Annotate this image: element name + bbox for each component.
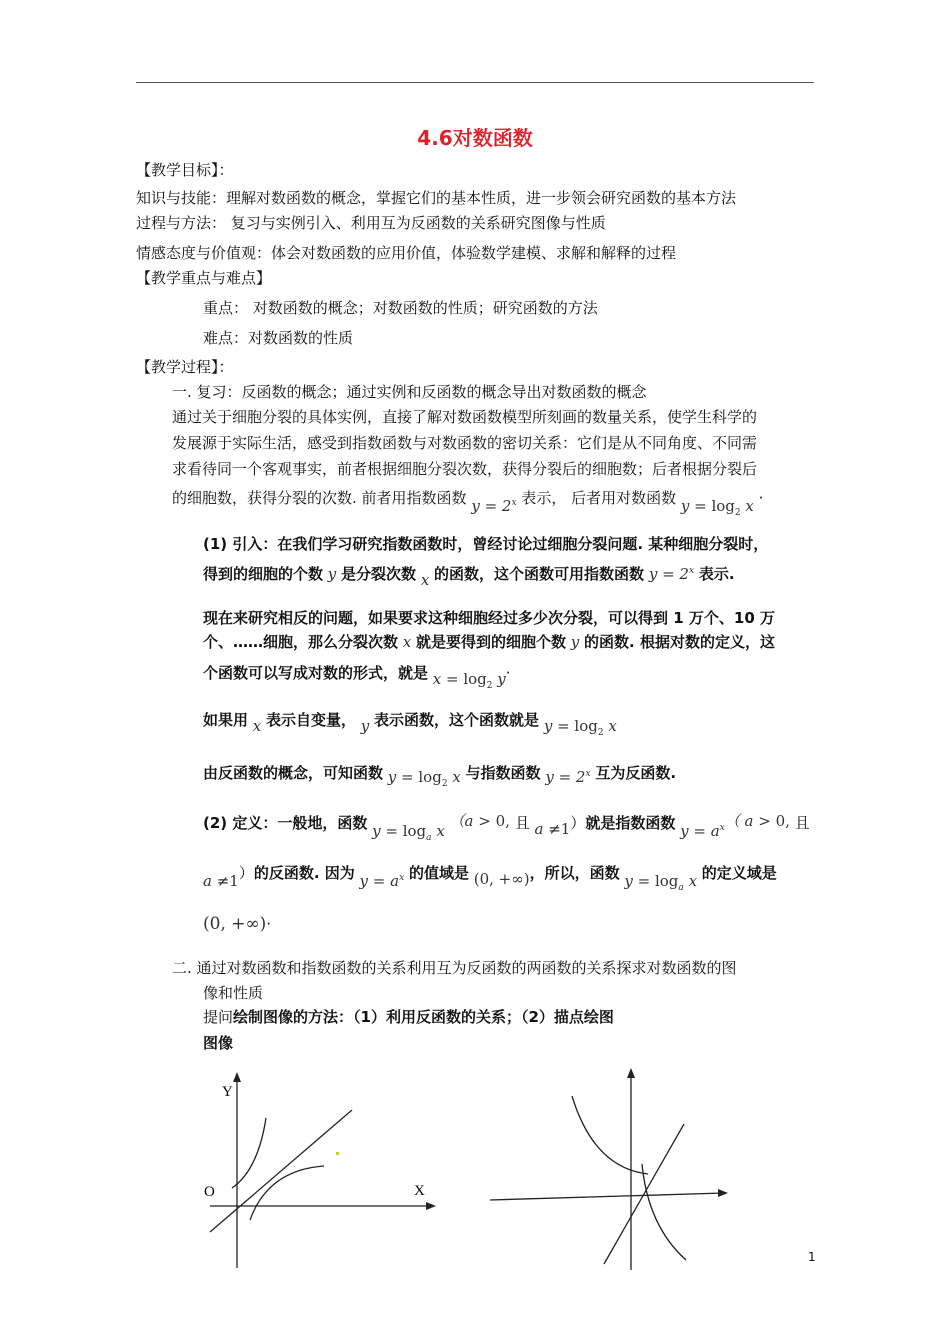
part1-text-line: 通过关于细胞分裂的具体实例，直接了解对数函数模型所刻画的数量关系，使学生科学的 [172,408,758,426]
intro-line: 如果用 x 表示自变量， y 表示函数，这个函数就是 $y = \log_2 x$ [203,711,617,738]
intro-line: (1) 引入：在我们学习研究指数函数时，曾经讨论过细胞分裂问题. 某种细胞分裂时， [203,535,769,553]
x-axis-arrow [718,1189,728,1197]
y-axis-arrow [627,1068,635,1078]
key-point: 重点： 对数函数的概念；对数函数的性质；研究函数的方法 [203,299,598,317]
logarithm-curve [250,1166,324,1220]
x-axis [490,1193,724,1200]
line-y-equals-x [210,1110,352,1232]
intro-line: 由反函数的概念，可知函数 $y = \log_2 x$ 与指数函数 $y = 2^x$ 互为反函数. [203,764,677,789]
y-axis-arrow [233,1072,241,1082]
goal-process: 过程与方法： 复习与实例引入、利用互为反函数的关系研究图像与性质 [136,214,606,232]
page-title: 4.6对数函数 [417,126,533,150]
decreasing-exponential-curve [572,1096,648,1174]
intro-line: 得到的细胞的个数 y 是分裂次数 x 的函数，这个函数可用指数函数 $y = 2^x$ 表示. [203,565,735,589]
part1-text-line: 发展源于实际生活，感受到指数函数与对数函数的密切关系：它们是从不同角度、不同需 [172,434,758,452]
question-line: 提问绘制图像的方法：（1）利用反函数的关系；（2）描点绘图 [203,1008,614,1026]
page-number: 1 [808,1250,816,1264]
part2-heading: 二. 通过对数函数和指数函数的关系利用互为反函数的两函数的关系探求对数函数的图 [172,959,737,977]
part1-text-line: 求看待同一个客观事实，前者根据细胞分裂次数，获得分裂后的细胞数；后者根据分裂后 [172,460,758,478]
part2-heading: 像和性质 [203,984,264,1002]
goal-knowledge: 知识与技能：理解对数函数的概念，掌握它们的基本性质，进一步领会研究函数的基本方法 [136,189,737,207]
decreasing-function-graph [488,1064,730,1274]
part1-heading: 一. 复习：反函数的概念；通过实例和反函数的概念导出对数函数的概念 [172,383,647,401]
inverse-function-graph [200,1070,440,1270]
key-heading: 【教学重点与难点】 [136,269,272,287]
definition-line: (2) 定义：一般地，函数 $y = \log_a x$ （a > 0, 且 a ≠1）就是指数函数 $y = a^x$（ a > 0, 且 [203,812,810,843]
goal-attitude: 情感态度与价值观：体会对数函数的应用价值，体验数学建模、求解和解释的过程 [136,244,677,262]
graph-caption: 图像 [203,1034,234,1052]
intro-line: 个函数可以写成对数的形式，就是 $x = \log_2 y\cdot$ [203,664,511,691]
origin-label: O [204,1184,215,1200]
intro-line: 个、……细胞，那么分裂次数 x 就是要得到的细胞个数 y 的函数. 根据对数的定义，这 [203,633,775,651]
process-heading: 【教学过程】： [136,358,234,376]
x-axis-arrow [426,1202,436,1210]
definition-line: a ≠1）的反函数. 因为 $y = a^x$ 的值域是 (0, +∞)，所以，函数 $y = \log_a x$ 的定义域是 [203,864,777,893]
x-axis-label: X [414,1183,425,1199]
decreasing-logarithm-curve [642,1164,686,1260]
stray-mark [336,1152,339,1155]
definition-domain: (0, +∞)· [203,914,272,934]
header-rule [136,82,814,83]
y-axis-label: Y [222,1084,233,1100]
part1-text-line: 的细胞数，获得分裂的次数. 前者用指数函数 $y = 2^x$ 表示， 后者用对数函数 $y = \log_2 x$ · [172,489,764,518]
intro-line: 现在来研究相反的问题，如果要求这种细胞经过多少次分裂，可以得到 1 万个、10 万 [203,609,775,627]
goals-heading: 【教学目标】： [136,161,234,179]
difficult-point: 难点：对数函数的性质 [203,329,354,347]
